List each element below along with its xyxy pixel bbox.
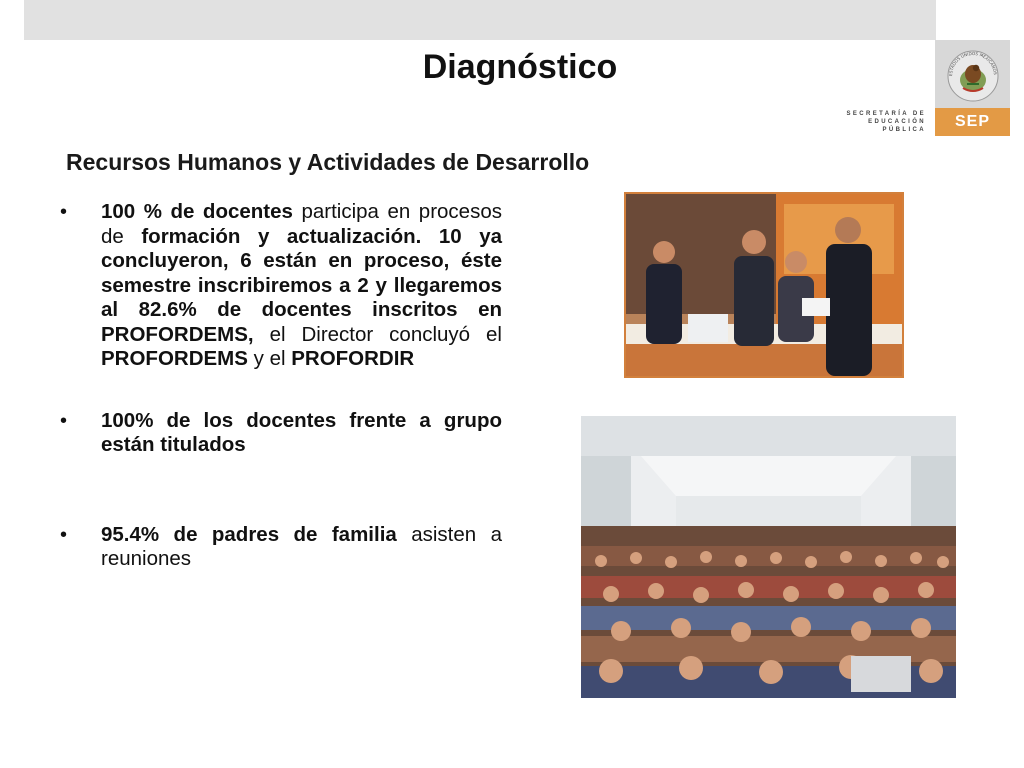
sep-label: SEP	[935, 108, 1010, 136]
sep-logo	[935, 40, 1010, 136]
text-normal: y el	[247, 347, 292, 370]
text-normal: el Director concluyó el	[253, 322, 502, 346]
top-bar	[24, 0, 936, 40]
text-normal: asisten a reuniones	[101, 522, 502, 570]
bullet-item-padres-familia	[60, 523, 502, 572]
bullet-list	[60, 200, 502, 572]
ceremony-photo	[624, 192, 904, 378]
seal-box	[935, 40, 1010, 108]
secretaria-text	[822, 110, 926, 134]
bullet-dot: •	[60, 523, 68, 546]
auditorium-photo	[581, 416, 956, 698]
secretaria-line2: EDUCACIÓN PÚBLICA	[868, 119, 926, 133]
national-seal-icon	[943, 44, 1003, 104]
secretaria-line1: SECRETARÍA DE	[846, 111, 926, 117]
auditorium-illustration	[581, 416, 956, 698]
text-bold: PROFORDIR	[291, 347, 415, 370]
section-subtitle: Recursos Humanos y Actividades de Desarrollo	[66, 149, 590, 175]
bullet-item-docentes-formacion	[60, 200, 502, 372]
text-bold: 100% de los docentes frente a grupo están titulados	[101, 408, 502, 456]
text-bold: 95.4% de padres de familia	[101, 522, 397, 546]
bullet-dot: •	[60, 201, 68, 223]
text-bold: formación y actualización. 10 ya concluyeron, 6 están en proceso, éste semestre inscribiremos a 2 y llegaremos al 82.6% de docentes inscritos en PROFORDEMS,	[101, 224, 502, 346]
text-bold: 100 % de docentes	[101, 200, 293, 223]
bullet-item-docentes-titulados	[60, 409, 502, 458]
text-normal: participa en procesos de	[101, 200, 502, 248]
text-bold: PROFORDEMS	[101, 347, 248, 370]
bullet-dot: •	[60, 409, 68, 432]
ceremony-illustration	[626, 194, 902, 376]
page-title: Diagnóstico	[422, 48, 618, 86]
seal-text: ESTADOS UNIDOS MEXICANOS	[947, 50, 998, 77]
